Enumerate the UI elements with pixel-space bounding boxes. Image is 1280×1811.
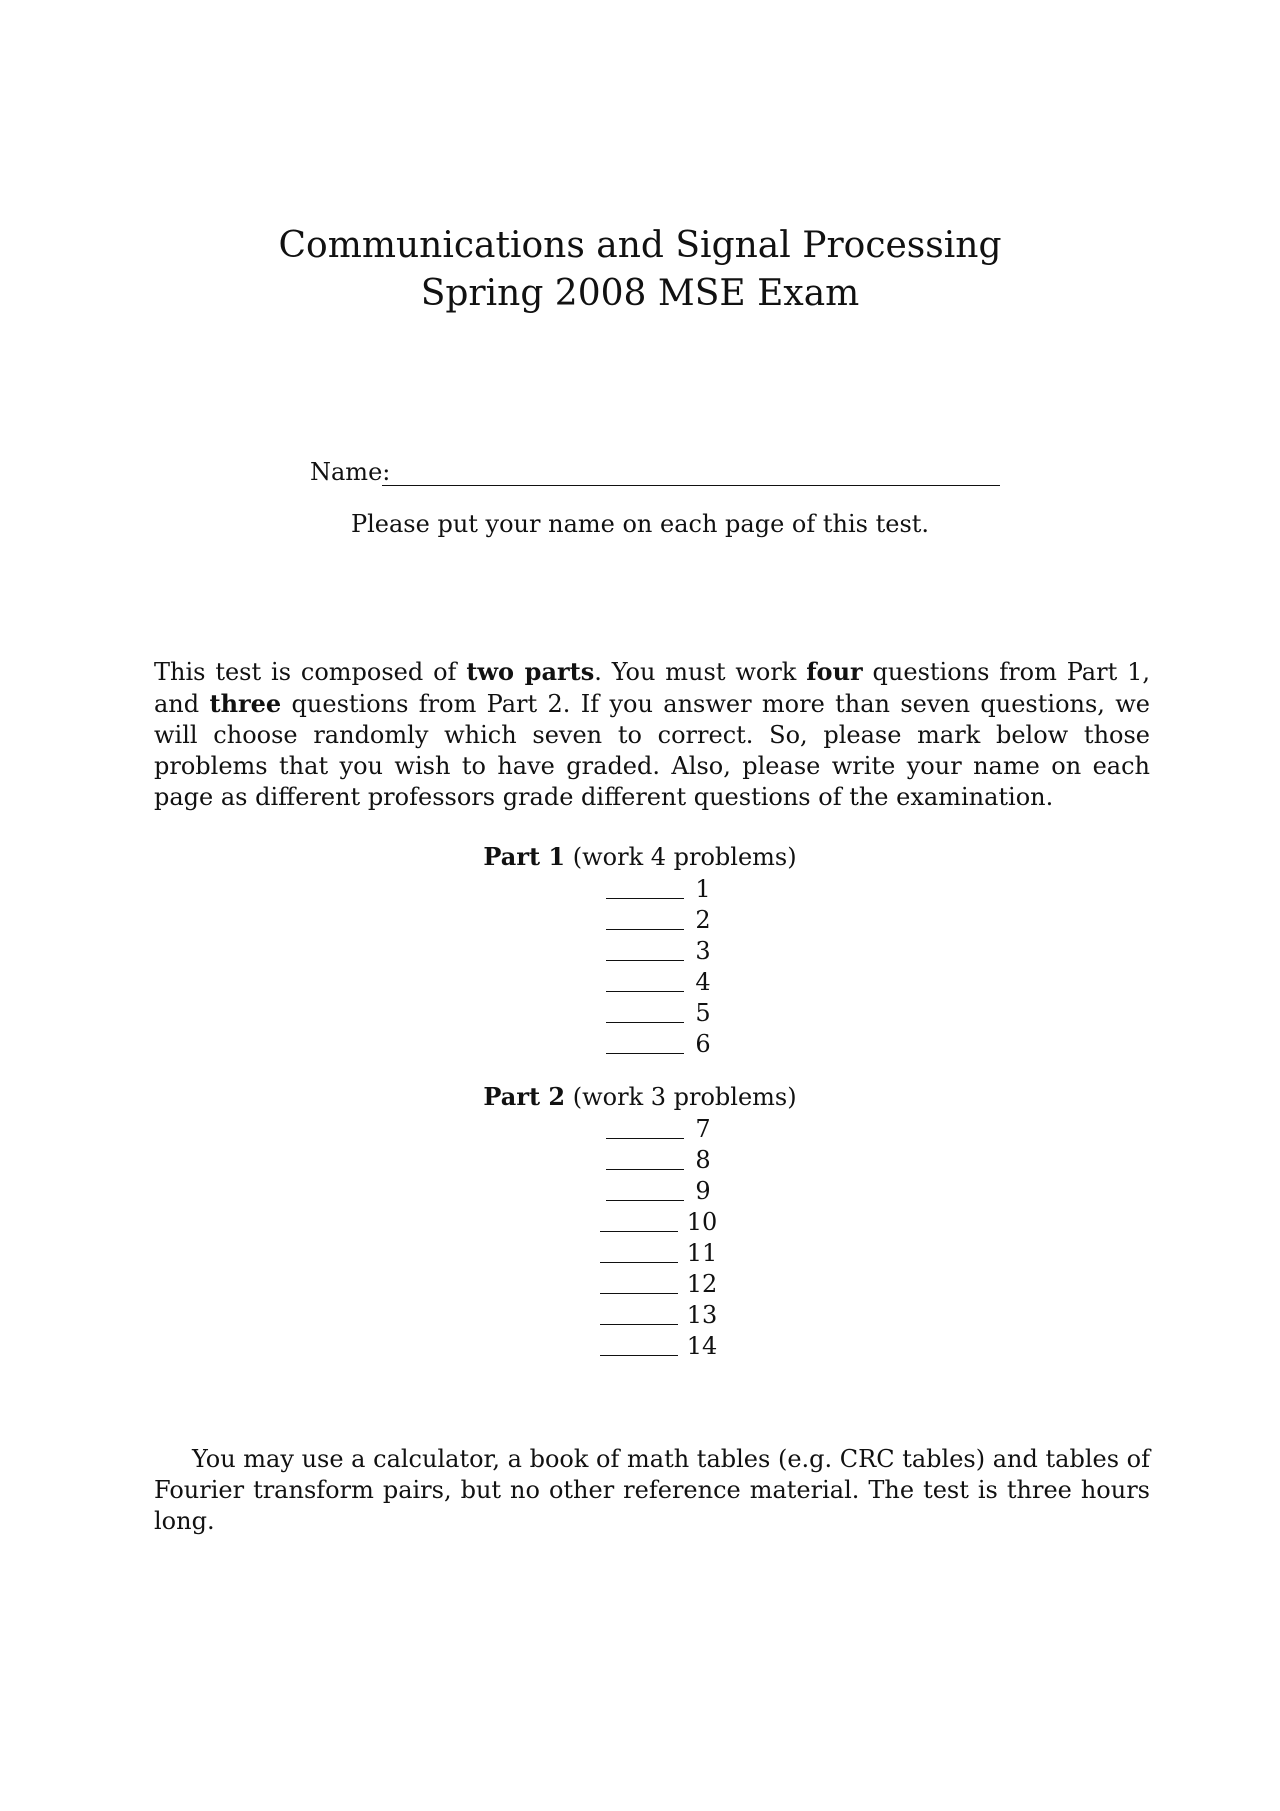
problem-mark-blank[interactable] bbox=[600, 1293, 678, 1294]
problem-number: 8 bbox=[695, 1146, 711, 1174]
part-1-problem-list bbox=[560, 874, 720, 1060]
problem-row bbox=[560, 1238, 720, 1269]
problem-mark-blank[interactable] bbox=[600, 1262, 678, 1263]
exam-title bbox=[0, 222, 1280, 318]
problem-row bbox=[560, 998, 720, 1029]
problem-number: 5 bbox=[695, 999, 711, 1027]
part-1-label: Part 1 bbox=[483, 842, 566, 871]
problem-mark-blank[interactable] bbox=[600, 1324, 678, 1325]
problem-number: 10 bbox=[686, 1208, 718, 1236]
problem-mark-blank[interactable] bbox=[600, 1355, 678, 1356]
problem-number: 1 bbox=[695, 875, 711, 903]
part-1-instruction: (work 4 problems) bbox=[572, 843, 797, 871]
problem-row bbox=[560, 1269, 720, 1300]
problem-number: 6 bbox=[695, 1030, 711, 1058]
problem-row bbox=[560, 1114, 720, 1145]
problem-row bbox=[560, 936, 720, 967]
problem-row bbox=[560, 1300, 720, 1331]
problem-number: 13 bbox=[686, 1301, 718, 1329]
problem-mark-blank[interactable] bbox=[606, 1200, 684, 1201]
intro-text-1: This test is composed of bbox=[154, 658, 467, 686]
problem-number: 2 bbox=[695, 906, 711, 934]
problem-number: 14 bbox=[686, 1332, 718, 1360]
problem-row bbox=[560, 874, 720, 905]
intro-bold-three: three bbox=[209, 689, 282, 718]
problem-mark-blank[interactable] bbox=[600, 1231, 678, 1232]
problem-number: 4 bbox=[695, 968, 711, 996]
name-field bbox=[310, 456, 1000, 490]
intro-paragraph bbox=[154, 656, 1150, 813]
name-blank-line[interactable] bbox=[382, 485, 1000, 486]
problem-number: 12 bbox=[686, 1270, 718, 1298]
problem-row bbox=[560, 905, 720, 936]
exam-title-line-2: Spring 2008 MSE Exam bbox=[420, 273, 860, 314]
name-instruction: Please put your name on each page of this test. bbox=[350, 510, 930, 538]
intro-bold-two-parts: two parts bbox=[466, 657, 595, 686]
intro-text-4: questions from Part 2. If you answer more than seven questions, we will choose randomly which seven to correct. So, please mark below those problems that you wish to have graded. Also, please write your name on each page as different professors grade different questions of the examination. bbox=[154, 690, 1151, 811]
problem-number: 9 bbox=[695, 1177, 711, 1205]
intro-bold-four: four bbox=[806, 657, 863, 686]
intro-text-3: questions from Part 1, and bbox=[154, 658, 1151, 718]
problem-mark-blank[interactable] bbox=[606, 991, 684, 992]
problem-number: 7 bbox=[695, 1115, 711, 1143]
problem-mark-blank[interactable] bbox=[606, 929, 684, 930]
problem-row bbox=[560, 1145, 720, 1176]
part-1-heading bbox=[0, 842, 1280, 871]
intro-text-2: . You must work bbox=[594, 658, 807, 686]
problem-row bbox=[560, 1331, 720, 1362]
part-2-instruction: (work 3 problems) bbox=[572, 1083, 797, 1111]
problem-mark-blank[interactable] bbox=[606, 1169, 684, 1170]
closing-paragraph: You may use a calculator, a book of math tables (e.g. CRC tables) and tables of Fourier transform pairs, but no other reference material. The test is three hours long. bbox=[154, 1445, 1150, 1535]
part-2-label: Part 2 bbox=[483, 1082, 566, 1111]
problem-mark-blank[interactable] bbox=[606, 1138, 684, 1139]
problem-mark-blank[interactable] bbox=[606, 1022, 684, 1023]
part-2-problem-list bbox=[560, 1114, 720, 1362]
problem-row bbox=[560, 1207, 720, 1238]
problem-number: 11 bbox=[686, 1239, 718, 1267]
problem-row bbox=[560, 1176, 720, 1207]
part-2-heading bbox=[0, 1082, 1280, 1111]
problem-mark-blank[interactable] bbox=[606, 898, 684, 899]
problem-number: 3 bbox=[695, 937, 711, 965]
problem-row bbox=[560, 1029, 720, 1060]
problem-row bbox=[560, 967, 720, 998]
problem-mark-blank[interactable] bbox=[606, 1053, 684, 1054]
name-label: Name: bbox=[310, 458, 391, 486]
problem-mark-blank[interactable] bbox=[606, 960, 684, 961]
exam-title-line-1: Communications and Signal Processing bbox=[278, 225, 1002, 266]
